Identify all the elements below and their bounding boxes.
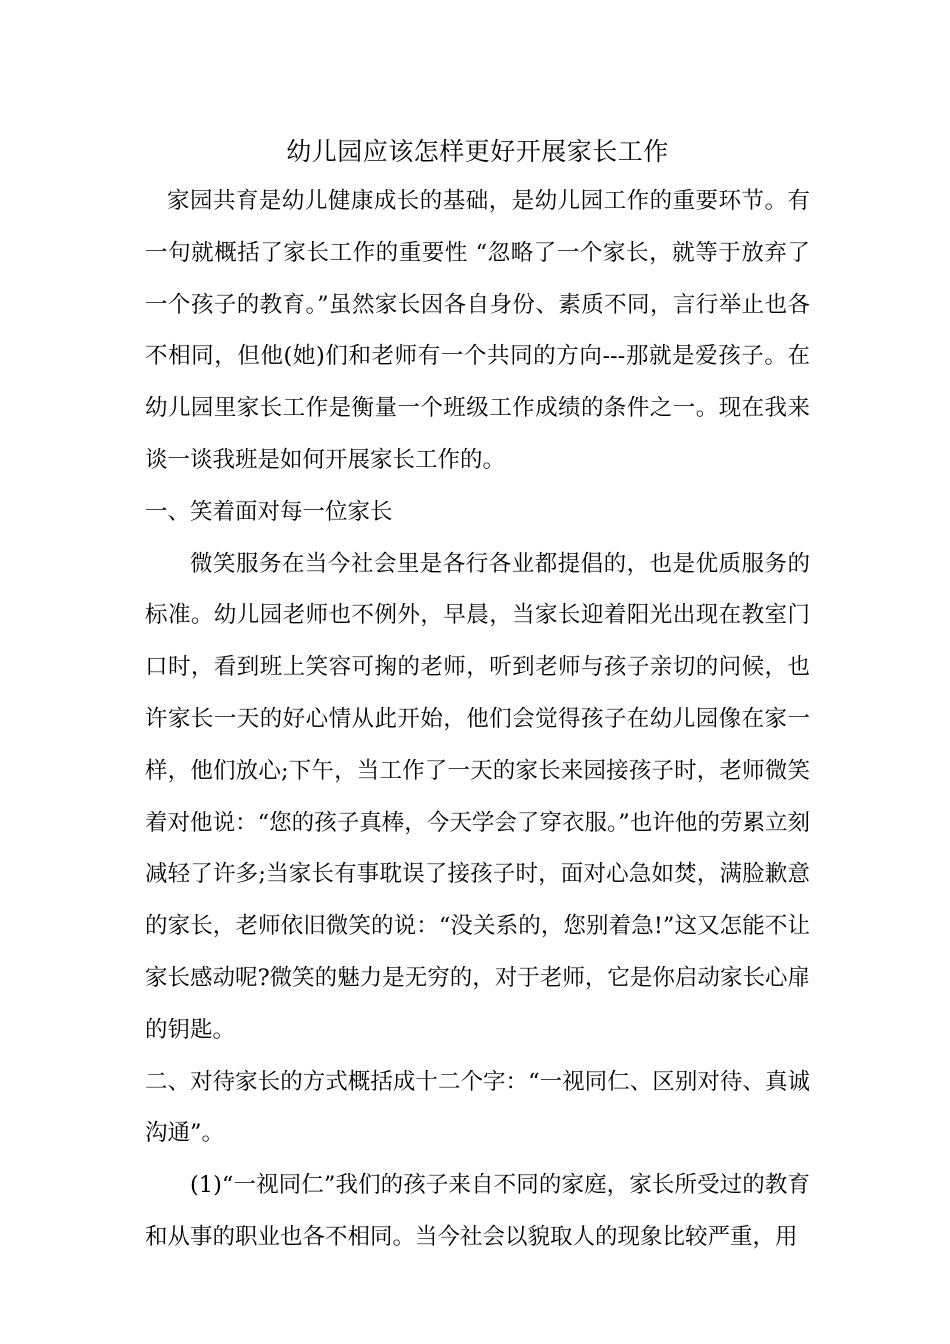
section-heading-1: 一、笑着面对每一位家长: [145, 498, 393, 525]
section-heading-2: 二、对待家长的方式概括成十二个字：“一视同仁、区别对待、真诚沟通”。: [145, 1068, 810, 1147]
paragraph-intro: 家园共育是幼儿健康成长的基础，是幼儿园工作的重要环节。有一句就概括了家长工作的重要性 “忽略了一个家长，就等于放弃了一个孩子的教育。”虽然家长因各自身份、素质不同，言行举止也各不相同，但他(她)们和老师有一个共同的方向---那就是爱孩子。在幼儿园里家长工作是衡量一个班级工作成绩的条件之一。现在我来谈一谈我班是如何开展家长工作的。: [145, 188, 810, 473]
paragraph-smile-service: 微笑服务在当今社会里是各行各业都提倡的，也是优质服务的标准。幼儿园老师也不例外，早晨，当家长迎着阳光出现在教室门口时，看到班上笑容可掬的老师，听到老师与孩子亲切的问候，也许家长一天的好心情从此开始，他们会觉得孩子在幼儿园像在家一样，他们放心;下午，当工作了一天的家长来园接孩子时，老师微笑着对他说：“您的孩子真棒，今天学会了穿衣服。”也许他的劳累立刻减轻了许多;当家长有事耽误了接孩子时，面对心急如焚，满脸歉意的家长，老师依旧微笑的说：“没关系的，您别着急!”这又怎能不让家长感动呢?微笑的魅力是无穷的，对于老师，它是你启动家长心扉的钥匙。: [145, 550, 810, 1043]
document-body: [145, 128, 810, 1264]
document-title: 幼儿园应该怎样更好开展家长工作: [286, 137, 669, 166]
paragraph-equal-treatment: (1)“一视同仁”我们的孩子来自不同的家庭，家长所受过的教育和从事的职业也各不相同。当今社会以貌取人的现象比较严重，用: [145, 1172, 810, 1250]
